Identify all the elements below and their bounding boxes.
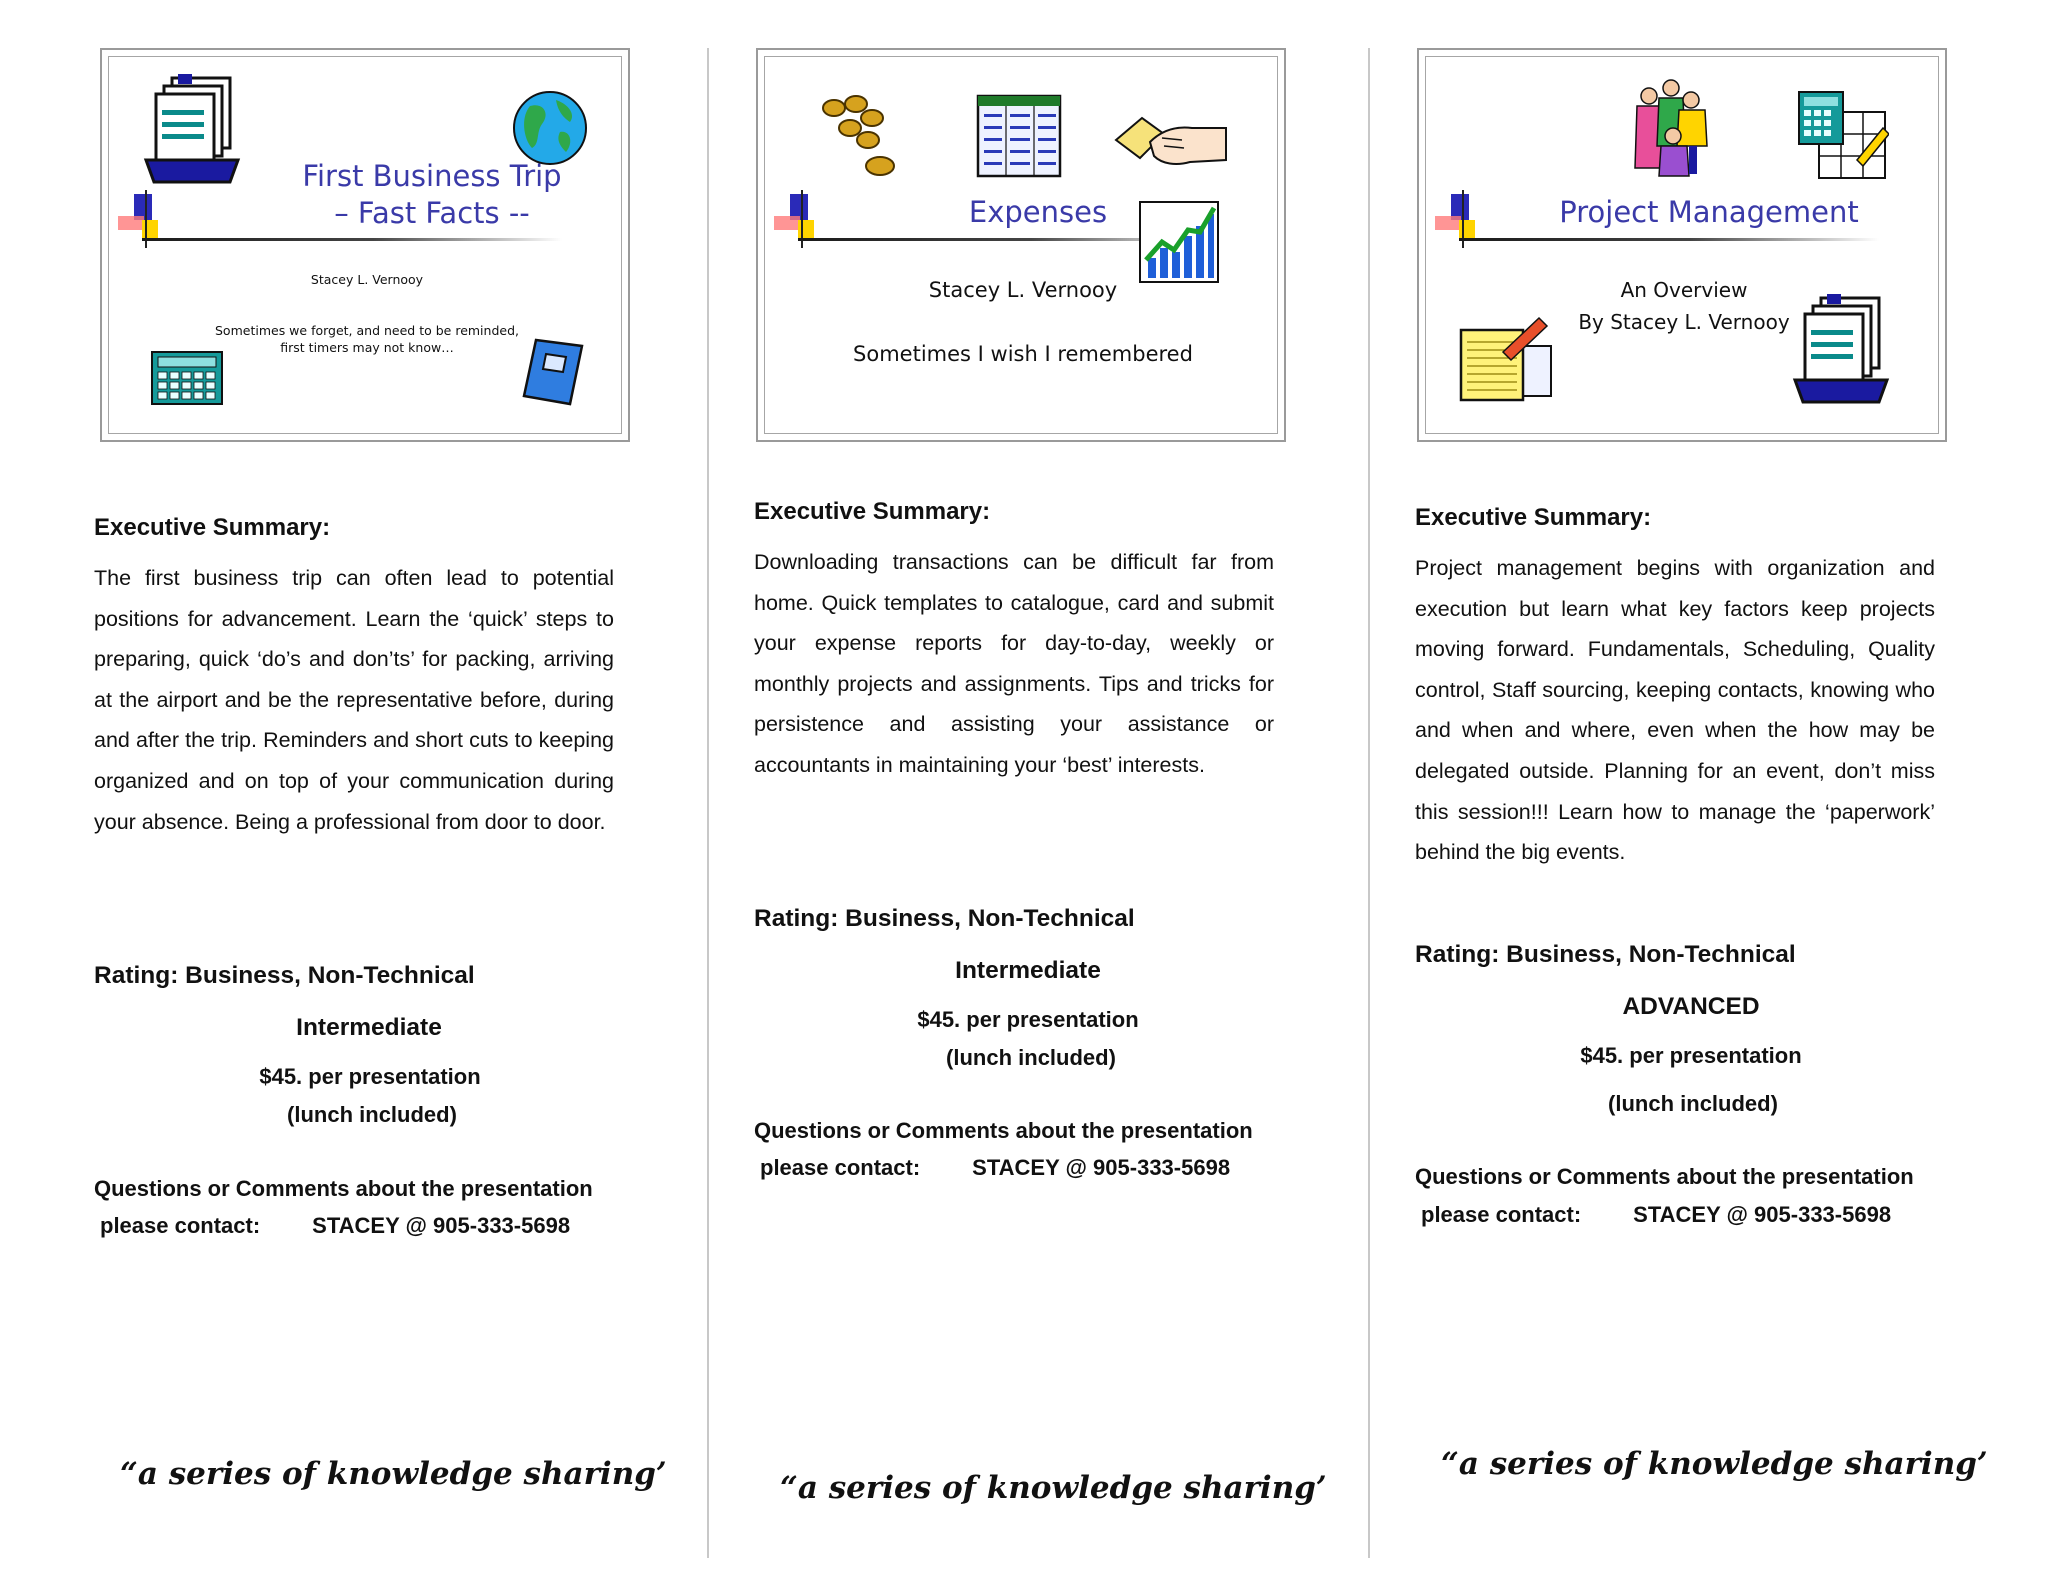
price-label: $45. per presentation xyxy=(917,1007,1139,1032)
ledger-icon xyxy=(976,94,1062,178)
executive-summary-heading: Executive Summary: xyxy=(1415,504,1652,531)
slide-note-line2: first timers may not know… xyxy=(280,340,454,355)
lunch-label: (lunch included) xyxy=(287,1102,457,1127)
rating-label: Rating: Business, Non-Technical xyxy=(754,905,1135,932)
level-label: Intermediate xyxy=(296,1014,442,1041)
column-expenses xyxy=(754,0,1327,1582)
contact-label: please contact: xyxy=(760,1155,921,1180)
executive-summary-heading: Executive Summary: xyxy=(94,514,331,541)
contact-phone: STACEY @ 905-333-5698 xyxy=(1633,1202,1892,1227)
slide-corner-deco xyxy=(1433,190,1493,250)
slide-thumbnail xyxy=(100,48,630,442)
coins-icon xyxy=(820,94,902,178)
slide-title: Project Management xyxy=(1559,195,1859,229)
executive-summary-text: The first business trip can often lead to potential positions for advancement. Learn the ‘quick’ steps to preparing, quick ‘do’s and don’ts’ for packing, arriving at the airport and be the representative before, during and after the trip. Reminders and short cuts to keeping organized and on top of your communication during your absence. Being a professional from door to door. xyxy=(94,566,614,834)
tagline: “a series of knowledge sharing’ xyxy=(780,1470,1327,1506)
slide-corner-deco xyxy=(772,190,832,250)
column-divider-2 xyxy=(1368,48,1370,1558)
slide-title-rule xyxy=(1459,238,1879,241)
column-project-management xyxy=(1415,0,1988,1582)
hand-card-icon xyxy=(1110,108,1230,172)
contact-label: please contact: xyxy=(1421,1202,1582,1227)
people-group-icon xyxy=(1629,76,1711,178)
slide-thumbnail xyxy=(756,48,1286,442)
slide-title-line2: – Fast Facts -- xyxy=(334,196,530,230)
slide-title-line1: First Business Trip xyxy=(302,159,562,193)
slide-title xyxy=(242,158,622,232)
lunch-label: (lunch included) xyxy=(946,1045,1116,1070)
contact-details xyxy=(760,1155,1230,1181)
slide-author: Stacey L. Vernooy xyxy=(310,272,424,287)
price-label: $45. per presentation xyxy=(1580,1043,1802,1068)
level-label: Intermediate xyxy=(955,957,1101,984)
executive-summary-text: Project management begins with organization and execution but learn what key factors keep projects moving forward. Fundamentals, Scheduling, Quality control, Staff sourcing, keeping contacts, knowing who and when and where, even when the how may be delegated outside. Planning for an event, don’t miss this session!!! Learn how to manage the ‘paperwork’ behind the big events. xyxy=(1415,556,1935,865)
contact-details xyxy=(100,1213,570,1239)
rating-label: Rating: Business, Non-Technical xyxy=(94,962,475,989)
slide-thumbnail xyxy=(1417,48,1947,442)
slide-author: By Stacey L. Vernooy xyxy=(1578,310,1790,334)
contact-details xyxy=(1421,1202,1891,1228)
rolodex-icon xyxy=(1791,294,1896,409)
contact-phone: STACEY @ 905-333-5698 xyxy=(312,1213,571,1238)
calculator-icon xyxy=(150,350,224,406)
globe-icon xyxy=(510,88,590,168)
lunch-label: (lunch included) xyxy=(1608,1091,1778,1116)
executive-summary-heading: Executive Summary: xyxy=(754,498,991,525)
slide-corner-deco xyxy=(116,190,176,250)
notepad-icon xyxy=(1459,314,1555,402)
rolodex-icon xyxy=(142,74,247,189)
contact-label: please contact: xyxy=(100,1213,261,1238)
slide-author: Stacey L. Vernooy xyxy=(928,278,1118,302)
contact-line: Questions or Comments about the presentation xyxy=(1415,1164,1914,1189)
slide-note-line1: Sometimes we forget, and need to be reminded, xyxy=(215,323,519,338)
slide-note: Sometimes I wish I remembered xyxy=(853,342,1193,366)
contact-line: Questions or Comments about the presentation xyxy=(94,1176,593,1201)
slide-title-rule xyxy=(142,238,562,241)
price-label: $45. per presentation xyxy=(259,1064,481,1089)
tagline: “a series of knowledge sharing’ xyxy=(120,1456,667,1492)
rating-label: Rating: Business, Non-Technical xyxy=(1415,941,1796,968)
level-label: ADVANCED xyxy=(1622,993,1760,1020)
executive-summary-text: Downloading transactions can be difficult far from home. Quick templates to catalogue, card and submit your expense reports for day-to-day, weekly or monthly projects and assignments. Tips and tricks for persistence and assisting your assistance or accountants in maintaining your ‘best’ interests. xyxy=(754,550,1274,777)
column-first-business-trip xyxy=(94,0,667,1582)
notebook-icon xyxy=(520,336,586,408)
slide-subtitle: An Overview xyxy=(1620,278,1748,302)
calculator-grid-icon xyxy=(1797,90,1889,182)
contact-line: Questions or Comments about the presentation xyxy=(754,1118,1253,1143)
slide-title: Expenses xyxy=(968,195,1108,229)
contact-phone: STACEY @ 905-333-5698 xyxy=(972,1155,1231,1180)
tagline: “a series of knowledge sharing’ xyxy=(1441,1446,1988,1482)
column-divider-1 xyxy=(707,48,709,1558)
